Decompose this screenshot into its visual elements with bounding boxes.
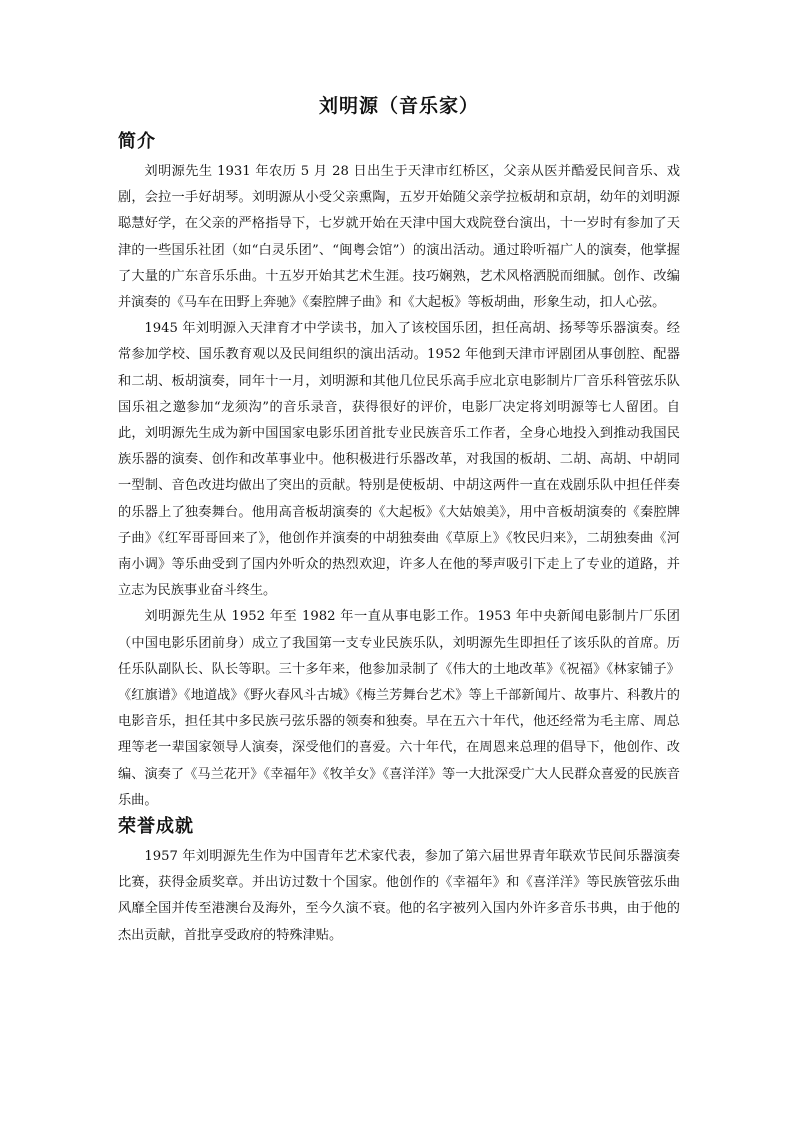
intro-paragraph-3: 刘明源先生从 1952 年至 1982 年一直从事电影工作。1953 年中央新闻电影制片厂乐团（中国电影乐团前身）成立了我国第一支专业民族乐队，刘明源先生即担任了该乐队的首席。历任乐队副队长、队长等职。三十多年来，他参加录制了《伟大的土地改革》《祝福》《林家铺子》《红旗谱》《地道战》《野火春风斗古城》《梅兰芳舞台艺术》等上千部新闻片、故事片、科教片的电影音乐，担任其中多民族弓弦乐器的领奏和独奏。早在五六十年代，他还经常为毛主席、周总理等老一辈国家领导人演奏，深受他们的喜爱。六十年代，在周恩来总理的倡导下，他创作、改编、演奏了《马兰花开》《幸福年》《牧羊女》《喜洋洋》等一大批深受广大人民群众喜爱的民族音乐曲。 — [118, 609, 680, 808]
intro-paragraph-1: 刘明源先生 1931 年农历 5 月 28 日出生于天津市红桥区，父亲从医并酷爱民间音乐、戏剧，会拉一手好胡琴。刘明源从小受父亲熏陶，五岁开始随父亲学拉板胡和京胡，幼年的刘明源聪慧好学，在父亲的严格指导下，七岁就开始在天津中国大戏院登台演出，十一岁时有参加了天津的一些国乐社团（如“白灵乐团”、“闽粤会馆”）的演出活动。通过聆听福广人的演奏，他掌握了大量的广东音乐乐曲。十五岁开始其艺术生涯。技巧娴熟，艺术风格洒脱而细腻。创作、改编并演奏的《马车在田野上奔驰》《秦腔牌子曲》和《大起板》等板胡曲，形象生动，扣人心弦。 — [118, 164, 680, 311]
section-honors — [118, 814, 680, 949]
section-intro — [118, 129, 680, 814]
section-heading-honors: 荣誉成就 — [118, 816, 194, 838]
honors-paragraph-1: 1957 年刘明源先生作为中国青年艺术家代表，参加了第六届世界青年联欢节民间乐器演奏比赛，获得金质奖章。并出访过数十个国家。他创作的《幸福年》和《喜洋洋》等民族管弦乐曲风靡全国并传至港澳台及海外，至今久演不衰。他的名字被列入国内外许多音乐书典，由于他的杰出贡献，首批享受政府的特殊津贴。 — [118, 849, 680, 943]
section-heading-intro: 简介 — [118, 131, 156, 152]
document-title: 刘明源（音乐家） — [318, 95, 479, 117]
intro-paragraph-2: 1945 年刘明源入天津育才中学读书，加入了该校国乐团，担任高胡、扬琴等乐器演奏。经常参加学校、国乐教育观以及民间组织的演出活动。1952 年他到天津市评剧团从事创腔、配器和二胡、板胡演奏，同年十一月，刘明源和其他几位民乐高手应北京电影制片厂音乐科管弦乐队国乐祖之邀参加“龙须沟”的音乐录音，获得很好的评价，电影厂决定将刘明源等七人留团。自此，刘明源先生成为新中国国家电影乐团首批专业民族音乐工作者，全身心地投入到推动我国民族乐器的演奏、创作和改革事业中。他积极进行乐器改革，对我国的板胡、二胡、高胡、中胡同一型制、音色改进均做出了突出的贡献。特别是使板胡、中胡这两件一直在戏剧乐队中担任伴奏的乐器上了独奏舞台。他用高音板胡演奏的《大起板》《大姑娘美》，用中音板胡演奏的《秦腔牌子曲》《红军哥哥回来了》，他创作并演奏的中胡独奏曲《草原上》《牧民归来》，二胡独奏曲《河南小调》等乐曲受到了国内外听众的热烈欢迎，许多人在他的琴声吸引下走上了专业的道路，并立志为民族事业奋斗终生。 — [118, 321, 680, 599]
